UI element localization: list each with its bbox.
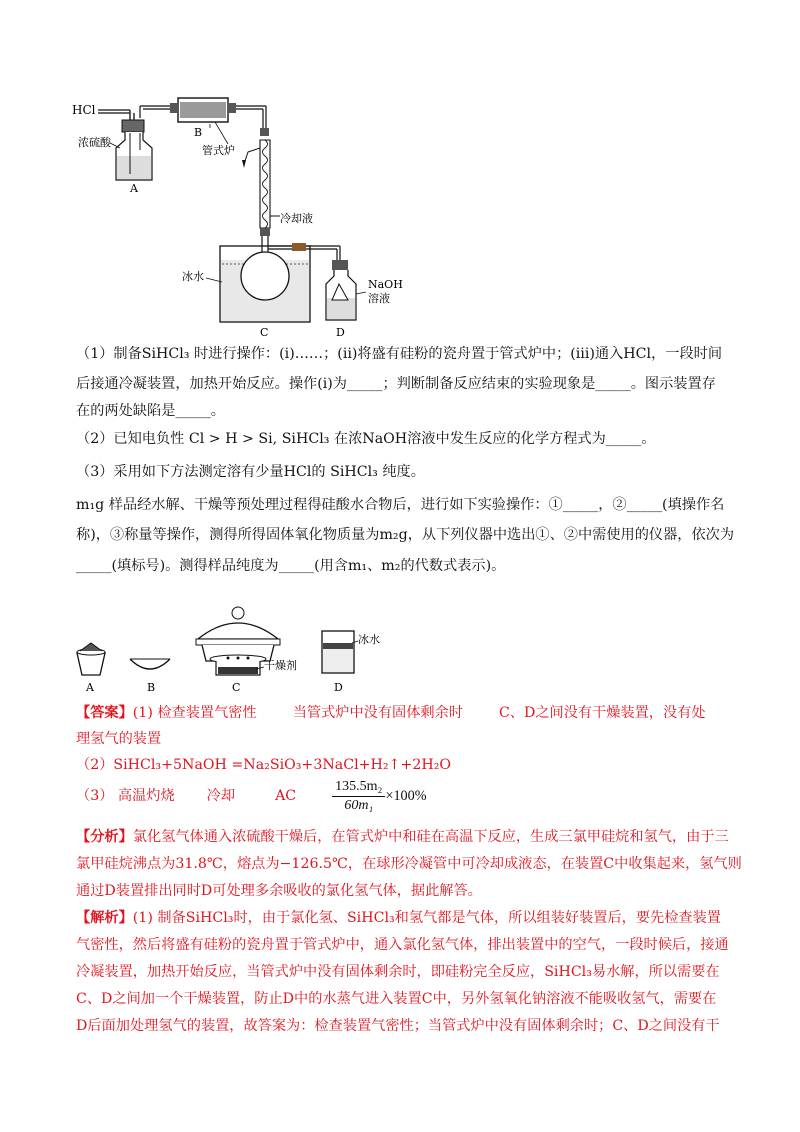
analysis-line-1 bbox=[76, 826, 729, 848]
q3-line-3: 称)，③称量等操作，测得所得固体氧化物质量为m₂g，从下列仪器中选出①、②中需使用的仪器，依次为 bbox=[76, 527, 735, 543]
apparatus-diagram bbox=[70, 88, 490, 338]
answer-4a: （3） 高温灼烧 bbox=[76, 788, 175, 804]
purity-fraction bbox=[332, 778, 385, 815]
explanation-line-3: 冷凝装置，加热开始反应，当管式炉中没有固体剩余时，即硅粉完全反应，SiHCl₃易水解，所以需要在 bbox=[76, 964, 720, 980]
label-coolant: 冷却液 bbox=[280, 212, 313, 225]
label-hcl: HCl bbox=[72, 103, 96, 117]
label-furnace: 管式炉 bbox=[202, 144, 235, 157]
label-ice-water: 冰水 bbox=[182, 270, 204, 283]
q3-line-1: （3）采用如下方法测定溶有少量HCl的 SiHCl₃ 纯度。 bbox=[76, 464, 425, 480]
analysis-line-2: 氯甲硅烷沸点为31.8℃，熔点为−126.5℃，在球形冷凝管中可冷却成液态，在装置C中收集起来，氢气则 bbox=[76, 856, 742, 872]
answer-4c: AC bbox=[275, 788, 297, 804]
label-a: A bbox=[130, 182, 138, 195]
fig2-label-ice-water: 冰水 bbox=[358, 633, 380, 646]
analysis-tag: 【分析】 bbox=[76, 829, 133, 845]
explanation-line-5: D后面加处理氢气的装置，故答案为：检查装置气密性；当管式炉中没有固体剩余时；C、D之间没有干 bbox=[76, 1018, 720, 1034]
fraction-tail: ×100% bbox=[385, 788, 427, 804]
label-b: B bbox=[194, 126, 203, 139]
answer-tag: 【答案】 bbox=[76, 705, 133, 721]
fig2-label-d: D bbox=[334, 681, 343, 694]
q1-line-2: 后接通冷凝装置，加热开始反应。操作(ⅰ)为_____；判断制备反应结束的实验现象是_____。图示装置存 bbox=[76, 376, 716, 392]
q1-line-3: 在的两处缺陷是_____。 bbox=[76, 403, 225, 419]
label-naoh: NaOH bbox=[368, 278, 403, 291]
analysis-text-1: 氯化氢气体通入浓硫酸干燥后，在管式炉中和硅在高温下反应，生成三氯甲硅烷和氢气，由于三 bbox=[132, 829, 729, 845]
answer-4b: 冷却 bbox=[206, 788, 236, 804]
label-solution: 溶液 bbox=[368, 292, 390, 305]
label-c: C bbox=[260, 326, 269, 338]
answer-1b: 当管式炉中没有固体剩余时 bbox=[292, 705, 463, 721]
fraction-denominator: 60m₁ bbox=[344, 797, 374, 813]
label-acid: 浓硫酸 bbox=[78, 136, 111, 149]
answer-1c: C、D之间没有干燥装置，没有处 bbox=[498, 705, 706, 721]
fig2-label-a: A bbox=[86, 681, 94, 694]
answer-line-3: （2）SiHCl₃+5NaOH =Na₂SiO₃+3NaCl+H₂↑+2H₂O bbox=[76, 757, 452, 773]
answer-line-1 bbox=[76, 702, 706, 724]
answer-1a: (1) 检查装置气密性 bbox=[132, 705, 257, 721]
analysis-line-3: 通过D装置排出同时D可处理多余吸收的氯化氢气体，据此解答。 bbox=[76, 883, 482, 899]
explanation-tag: 【解析】 bbox=[76, 910, 133, 926]
explanation-line-2: 气密性，然后将盛有硅粉的瓷舟置于管式炉中，通入氯化氢气体，排出装置中的空气，一段时候后，接通 bbox=[76, 937, 729, 953]
q3-line-2: m₁g 样品经水解、干燥等预处理过程得硅酸水合物后，进行如下实验操作：①_____，②_____(填操作名 bbox=[76, 497, 725, 513]
fig2-label-c: C bbox=[232, 681, 241, 694]
explanation-text-1: (1) 制备SiHCl₃时，由于氯化氢、SiHCl₃和氢气都是气体，所以组装好装置后，要先检查装置 bbox=[132, 910, 721, 926]
fraction-numerator: 135.5m₂ bbox=[332, 778, 385, 797]
answer-line-2: 理氢气的装置 bbox=[76, 731, 162, 747]
explanation-line-4: C、D之间加一个干燥装置，防止D中的水蒸气进入装置C中，另外氢氧化钠溶液不能吸收氢气，需要在 bbox=[76, 991, 717, 1007]
q3-line-4: _____(填标号)。测得样品纯度为_____(用含m₁、m₂的代数式表示)。 bbox=[76, 558, 506, 574]
explanation-line-1 bbox=[76, 907, 721, 929]
fig2-label-b: B bbox=[147, 681, 156, 694]
label-d: D bbox=[336, 326, 345, 338]
q1-line-1: （1）制备SiHCl₃ 时进行操作：(ⅰ)……；(ⅱ)将盛有硅粉的瓷舟置于管式炉中；(ⅲ)通入HCl，一段时间 bbox=[76, 346, 723, 362]
answer-line-4 bbox=[76, 776, 427, 816]
q2-line-1: （2）已知电负性 Cl > H > Si, SiHCl₃ 在浓NaOH溶液中发生反应的化学方程式为_____。 bbox=[76, 431, 656, 447]
fig2-label-desiccant: 干燥剂 bbox=[264, 659, 297, 672]
instruments-diagram bbox=[70, 595, 450, 695]
